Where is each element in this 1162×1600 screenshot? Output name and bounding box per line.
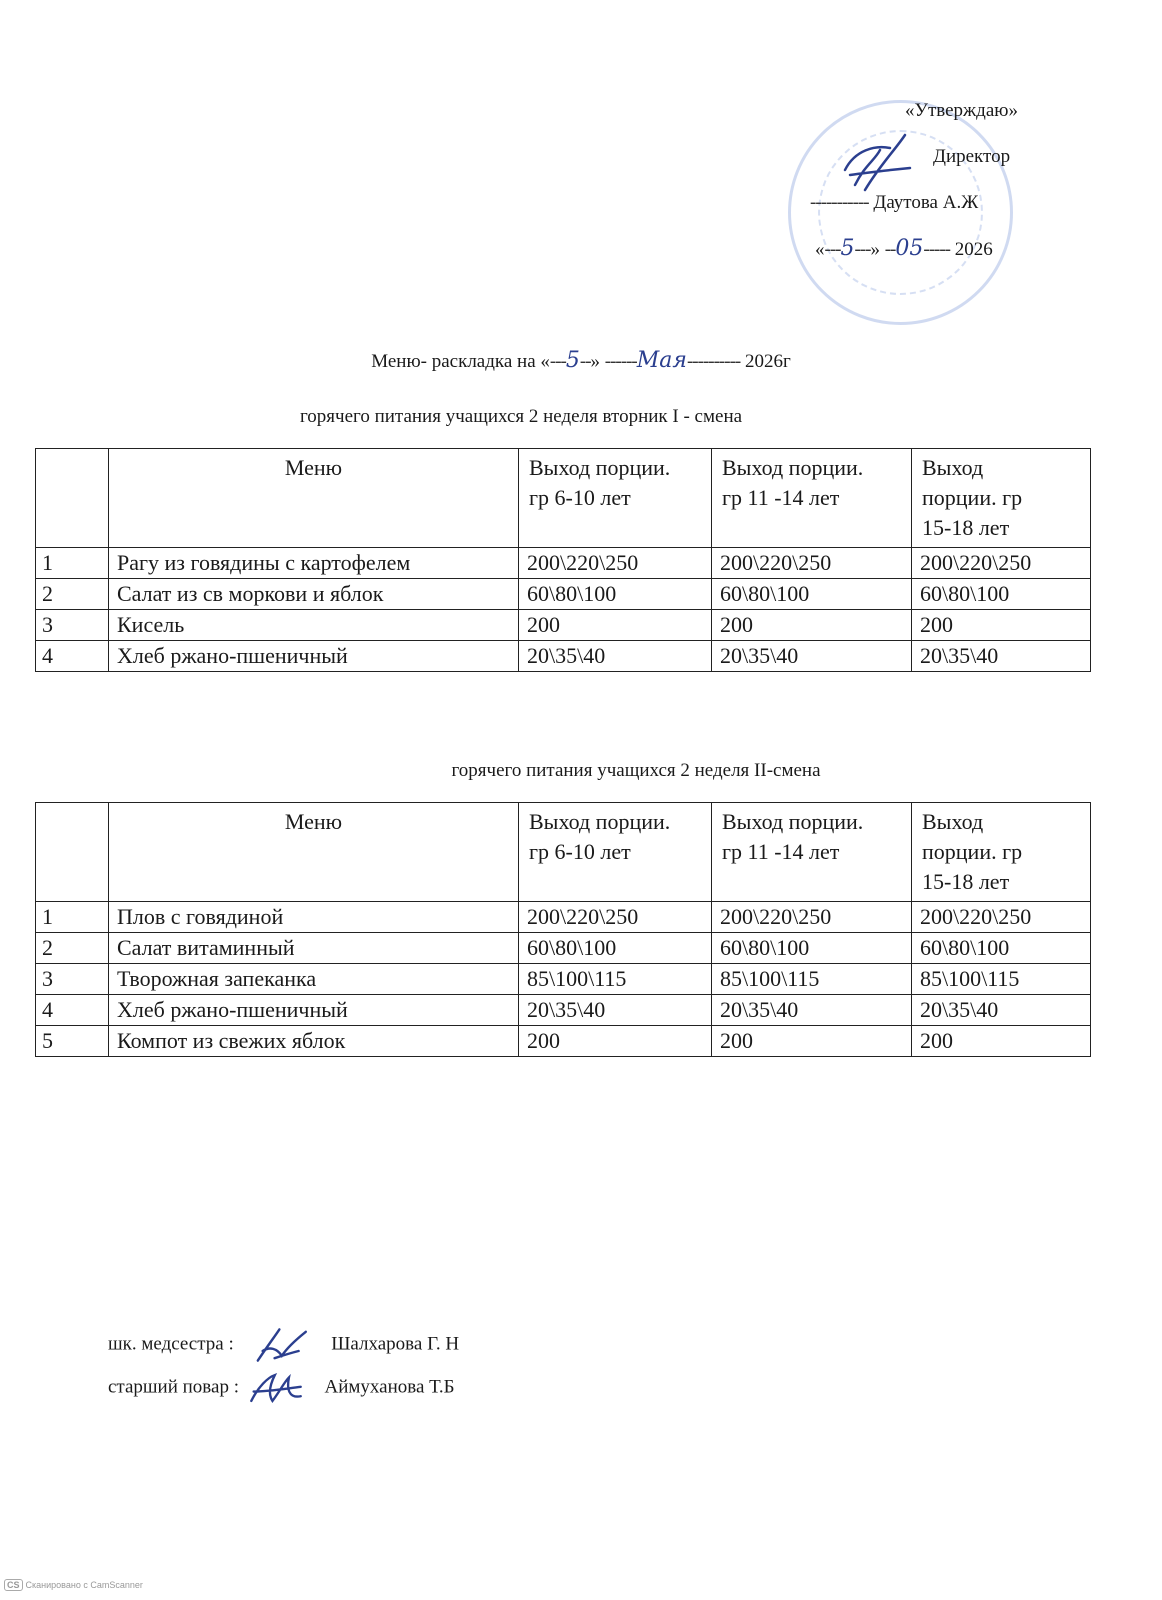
scanner-logo-icon: CS [4,1579,23,1591]
table-header-row [36,449,1091,548]
section1-subtitle: горячего питания учащихся 2 неделя вторник I - смена [299,406,743,427]
table-header-row [36,803,1091,902]
table-row: 2 Салат из св моркови и яблок 60\80\100 60\80\100 60\80\100 [36,579,1091,610]
nurse-signature-icon [253,1323,313,1367]
header-col2: Выход порции. гр 11 -14 лет [712,803,912,902]
table-row: 1 Плов с говядиной 200\220\250 200\220\250 200\220\250 [36,902,1091,933]
approval-quote-open: « [815,239,825,260]
table-row: 3 Творожная запеканка 85\100\115 85\100\115 85\100\115 [36,964,1091,995]
header-col3: Выход порции. гр 15-18 лет [912,449,1091,548]
approval-title: «Утверждаю» [905,100,1018,121]
header-num [36,803,109,902]
table-row: 3 Кисель 200 200 200 [36,610,1091,641]
cook-name: Аймуханова Т.Б [324,1376,455,1398]
title-suffix: 2026г [740,351,791,372]
approval-block [810,88,1085,273]
approval-date-line: «---5---» --05----- 2026 [815,236,993,261]
cook-signature-row [108,1368,455,1408]
approval-quote-close: » [870,239,880,260]
title-quote-close: » [590,351,605,372]
header-menu: Меню [109,449,519,548]
nurse-name: Шалхарова Г. Н [331,1333,460,1355]
approval-dash: ----------- [810,192,869,213]
section2-subtitle: горячего питания учащихся 2 неделя II-смена [451,760,821,781]
title-day: 5 [565,348,580,373]
title-month: Мая [636,348,687,373]
nurse-signature-row [108,1323,459,1367]
approval-director-line [810,180,1085,226]
scanner-text: Сканировано с CamScanner [25,1580,143,1590]
nurse-label: шк. медсестра : [108,1333,234,1355]
header-num [36,449,109,548]
table-row: 2 Салат витаминный 60\80\100 60\80\100 60\80\100 [36,933,1091,964]
approval-year: 2026 [954,239,993,260]
cook-label: старший повар : [108,1376,239,1398]
approval-position: Директор [933,146,1011,167]
page-title: Меню- раскладка на «---5--» ------Мая---------- 2026г [371,348,791,373]
table-row: 4 Хлеб ржано-пшеничный 20\35\40 20\35\40 20\35\40 [36,995,1091,1026]
header-col2: Выход порции. гр 11 -14 лет [712,449,912,548]
approval-director-name: Даутова А.Ж [873,192,979,213]
menu-table-shift1 [35,448,1091,672]
title-prefix: Меню- раскладка на « [371,351,550,372]
scanner-watermark [4,1580,143,1590]
approval-day: 5 [840,236,855,261]
header-col1: Выход порции. гр 6-10 лет [519,803,712,902]
table-row: 4 Хлеб ржано-пшеничный 20\35\40 20\35\40 20\35\40 [36,641,1091,672]
approval-month: 05 [895,236,924,261]
table-row: 5 Компот из свежих яблок 200 200 200 [36,1026,1091,1057]
header-col3: Выход порции. гр 15-18 лет [912,803,1091,902]
menu-table-shift2 [35,802,1091,1057]
cook-signature-icon [246,1368,306,1408]
header-menu: Меню [109,803,519,902]
header-col1: Выход порции. гр 6-10 лет [519,449,712,548]
table-row: 1 Рагу из говядины с картофелем 200\220\250 200\220\250 200\220\250 [36,548,1091,579]
